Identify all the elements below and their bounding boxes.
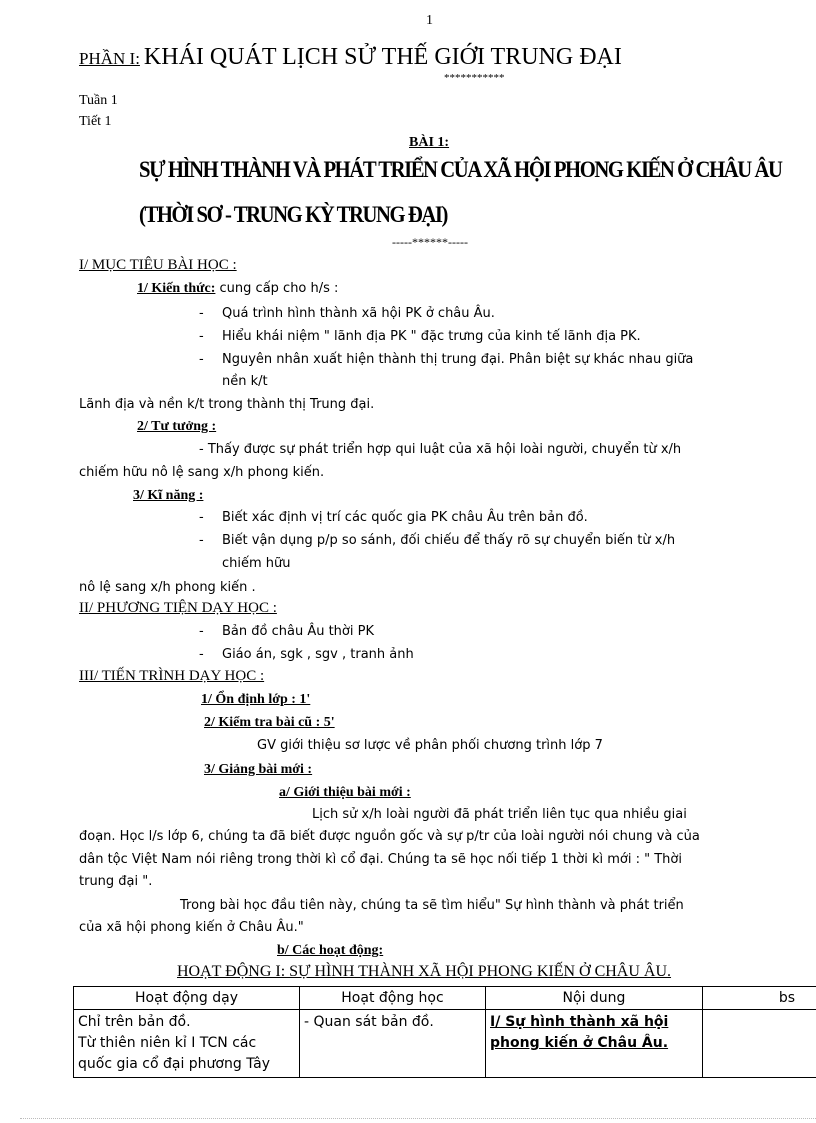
knowledge-tail: Lãnh địa và nền k/t trong thành thị Trung đại.: [79, 397, 375, 412]
cell-bs: [703, 1010, 816, 1078]
skills-item-2: Biết vận dụng p/p so sánh, đối chiếu để thấy rõ sự chuyển biến từ x/h: [222, 533, 676, 548]
part-title: KHÁI QUÁT LỊCH SỬ THẾ GIỚI TRUNG ĐẠI: [143, 44, 622, 70]
step2-label: 2/ Kiểm tra bài cũ : 5': [204, 715, 335, 730]
cell-content: [486, 1010, 703, 1078]
means-item-2: Giáo án, sgk , sgv , tranh ảnh: [222, 647, 414, 662]
skills-tail: nô lệ sang x/h phong kiến .: [79, 580, 256, 595]
lesson-table: [73, 986, 816, 1078]
part-stars: ***********: [444, 72, 505, 84]
dash-icon: -: [199, 352, 204, 367]
knowledge-intro: cung cấp cho h/s :: [215, 281, 339, 296]
teach-line-2: Từ thiên niên kỉ I TCN các: [78, 1035, 257, 1051]
teach-line-1: Chỉ trên bản đồ.: [78, 1014, 191, 1030]
header-bs: bs: [703, 987, 816, 1010]
process-heading: III/ TIẾN TRÌNH DẠY HỌC :: [79, 668, 265, 684]
learn-line: - Quan sát bản đồ.: [304, 1014, 434, 1030]
intro2-line-1: Trong bài học đầu tiên này, chúng ta sẽ tìm hiểu" Sự hình thành và phát triển: [180, 898, 684, 913]
page-number: 1: [426, 13, 433, 28]
dash-icon: -: [199, 329, 204, 344]
knowledge-item-3-cont: nền k/t: [222, 374, 268, 389]
week-label: Tuần 1: [79, 93, 118, 108]
content-line-2: phong kiến ở Châu Âu.: [490, 1035, 669, 1051]
header-content: Nội dung: [486, 987, 703, 1010]
part-label: PHẦN I:: [79, 49, 140, 68]
intro2-line-2: của xã hội phong kiến ở Châu Âu.": [79, 920, 304, 935]
objectives-heading: I/ MỤC TIÊU BÀI HỌC :: [79, 257, 237, 273]
thought-line1: - Thấy được sự phát triển hợp qui luật của xã hội loài người, chuyển từ x/h: [199, 442, 682, 457]
lesson-title-line2: (THỜI SƠ - TRUNG KỲ TRUNG ĐẠI): [139, 202, 447, 227]
knowledge-item-2: Hiểu khái niệm " lãnh địa PK " đặc trưng của kinh tế lãnh địa PK.: [222, 329, 641, 344]
thought-label: 2/ Tư tưởng :: [137, 419, 217, 434]
knowledge-item-3: Nguyên nhân xuất hiện thành thị trung đại. Phân biệt sự khác nhau giữa: [222, 352, 694, 367]
skills-label: 3/ Kĩ năng :: [133, 488, 204, 503]
dash-icon: -: [199, 624, 204, 639]
skills-item-2-cont: chiếm hữu: [222, 556, 291, 571]
intro-line-1: Lịch sử x/h loài người đã phát triển liên tục qua nhiều giai: [312, 807, 687, 822]
lesson-separator: -----******-----: [392, 235, 468, 249]
knowledge-label: 1/ Kiến thức:: [137, 281, 216, 296]
table-row: [74, 1010, 816, 1078]
intro-line-3: dân tộc Việt Nam nói riêng trong thời kì cổ đại. Chúng ta sẽ học nối tiếp 1 thời kì mới : " Thời: [79, 852, 682, 867]
dash-icon: -: [199, 533, 204, 548]
intro-line-4: trung đại ".: [79, 874, 153, 889]
step3-label: 3/ Giảng bài mới :: [204, 762, 313, 777]
intro-label: a/ Giới thiệu bài mới :: [279, 785, 411, 800]
table-header-row: [74, 987, 816, 1010]
activity1-title: HOẠT ĐỘNG I: SỰ HÌNH THÀNH XÃ HỘI PHONG KIẾN Ở CHÂU ÂU.: [177, 963, 672, 980]
skills-item-1: Biết xác định vị trí các quốc gia PK châu Âu trên bản đồ.: [222, 510, 588, 525]
lesson-title-line1: SỰ HÌNH THÀNH VÀ PHÁT TRIỂN CỦA XÃ HỘI PHONG KIẾN Ở CHÂU ÂU: [139, 157, 782, 182]
header-learning: Hoạt động học: [300, 987, 486, 1010]
dash-icon: -: [199, 647, 204, 662]
step2-text: GV giới thiệu sơ lược về phân phối chương trình lớp 7: [257, 738, 603, 753]
thought-line2: chiếm hữu nô lệ sang x/h phong kiến.: [79, 465, 325, 480]
content-line-1: I/ Sự hình thành xã hội: [490, 1014, 669, 1030]
page-bottom-divider: [20, 1118, 816, 1119]
step1-label: 1/ Ổn định lớp : 1': [201, 692, 311, 707]
means-item-1: Bản đồ châu Âu thời PK: [222, 624, 374, 639]
part-heading: [79, 44, 622, 71]
cell-learning: [300, 1010, 486, 1078]
period-label: Tiết 1: [79, 114, 112, 129]
means-heading: II/ PHƯƠNG TIỆN DẠY HỌC :: [79, 600, 277, 616]
lesson-label: BÀI 1:: [409, 135, 450, 150]
knowledge-row: [137, 281, 338, 297]
teach-line-3: quốc gia cổ đại phương Tây: [78, 1056, 270, 1072]
intro-line-2: đoạn. Học l/s lớp 6, chúng ta đã biết được nguồn gốc và sự p/tr của loài người nói chung và của: [79, 829, 700, 844]
cell-teaching: [74, 1010, 300, 1078]
knowledge-item-1: Quá trình hình thành xã hội PK ở châu Âu.: [222, 306, 495, 321]
dash-icon: -: [199, 510, 204, 525]
activities-label: b/ Các hoạt động:: [277, 943, 384, 958]
header-teaching: Hoạt động dạy: [74, 987, 300, 1010]
dash-icon: -: [199, 306, 204, 321]
